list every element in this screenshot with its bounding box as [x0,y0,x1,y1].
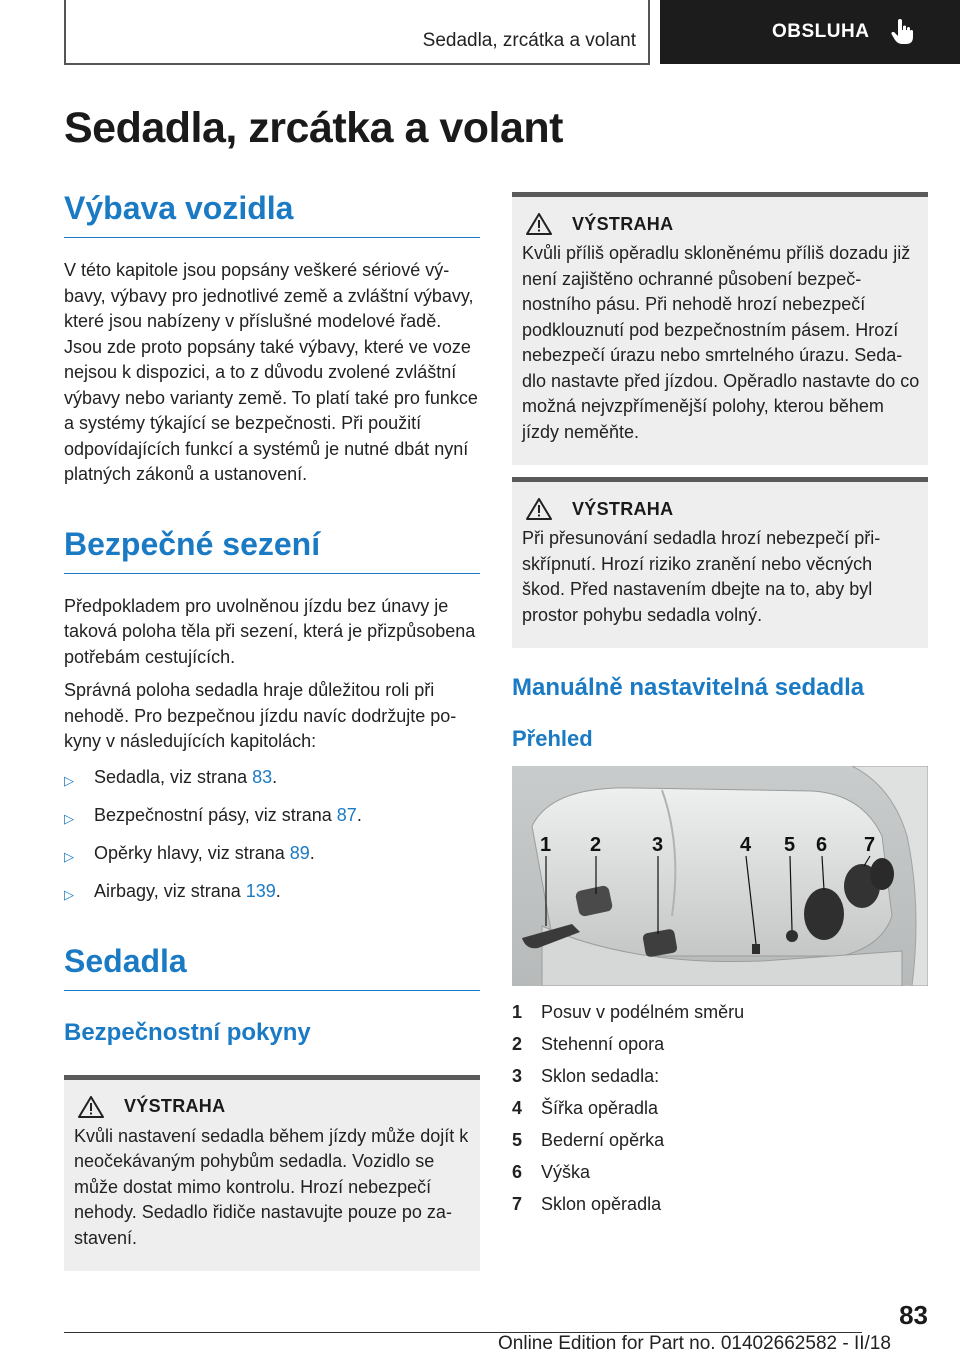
legend-item [512,1060,928,1092]
page-ref-link[interactable]: 83 [252,766,273,787]
heading-manualne-nastavitelna: Manuálně nastavitelná sedadla [512,674,865,701]
legend-item [512,1124,928,1156]
warning-label: VÝSTRAHA [572,498,674,519]
right-column [512,192,928,1220]
list-item-end: . [272,766,278,787]
triangle-bullet-icon: ▷ [64,848,74,864]
list-item-end: . [309,842,315,863]
figure-legend [512,996,928,1220]
list-item-text: Opěrky hlavy, viz strana [94,842,290,863]
page-ref-link[interactable]: 89 [289,842,310,863]
header-rule-left [64,0,66,64]
header-chapter-tab[interactable] [660,0,960,64]
triangle-bullet-icon: ▷ [64,772,74,788]
list-item [64,765,480,793]
seat-controls-figure [512,766,928,986]
heading-prehled: Přehled [512,726,593,751]
callout-6: 6 [816,834,828,856]
triangle-bullet-icon: ▷ [64,886,74,902]
heading-sedadla: Sedadla [64,943,480,991]
legend-number: 1 [512,1002,523,1022]
warning-label: VÝSTRAHA [124,1096,226,1116]
footer-edition: Online Edition for Part no. 01402662582 - II/18 [498,1333,891,1354]
callout-5: 5 [784,834,796,856]
warning-text: Kvůli příliš opěradlu skloněnému příliš dozadu již není zajištěno ochranné působení bezpečnostního pásu. Při nehodě hrozí nebezpečí podklouznutí pod bezpečnostním pásem. Hrozí nebezpečí úrazu nebo smrtelného úrazu. Sedadlo nastavte před jízdou. Opěradlo nastavte do co možná nejvzpřímenější polohy, kterou během jízdy neměňte. [522,243,920,442]
legend-number: 7 [512,1194,523,1214]
warning-box [512,192,928,465]
triangle-bullet-icon: ▷ [64,810,74,826]
page-ref-link[interactable]: 139 [245,880,276,901]
legend-item [512,996,928,1028]
legend-text: Sklon opěradla [541,1194,662,1214]
list-item-end: . [275,880,281,901]
legend-item [512,1028,928,1060]
list-item [64,841,480,869]
warning-triangle-icon [526,498,552,520]
list-item-text: Bezpečnostní pásy, viz strana [94,804,337,825]
legend-text: Sklon sedadla: [541,1066,660,1086]
warning-box [512,477,928,648]
callout-4: 4 [740,834,752,856]
legend-number: 3 [512,1066,523,1086]
page-ref-link[interactable]: 87 [336,804,357,825]
reference-list [64,765,480,907]
legend-item [512,1156,928,1188]
legend-text: Posuv v podélném směru [541,1002,745,1022]
callout-2: 2 [590,834,602,856]
warning-label: VÝSTRAHA [572,213,674,234]
legend-item [512,1188,928,1220]
vybava-paragraph: V této kapitole jsou popsány veškeré sériové výbavy, výbavy pro jednotlivé země a zvláštní výbavy, které jsou nabízeny v příslušné modelové řadě. Jsou zde proto popsány také výbavy, které ve voze nejsou k dispozici, a to z důvodu zvolené zvláštní výbavy nebo varianty země. To platí také pro funkce a systémy týkající se bezpečnosti. Při použití odpovídajících funkcí a systémů je nutné dbát nyní platných zákonů a ustanovení. [64,260,478,484]
header-rule-bottom [64,63,650,65]
warning-text: Kvůli nastavení sedadla během jízdy může dojít k neočekávaným pohybům sedadla. Vozidlo se může dostat mimo kontrolu. Hrozí nebezpečí nehody. Sedadlo řidiče nastavujte pouze po zastavení. [74,1125,469,1248]
left-column [64,190,480,1271]
legend-item [512,1092,928,1124]
heading-bezpecne-sezeni: Bezpečné sezení [64,526,480,574]
list-item-end: . [356,804,362,825]
bezpecne-paragraph-2: Správná poloha sedadla hraje důležitou roli při nehodě. Pro bezpečnou jízdu navíc dodržujte pokyny v následujících kapitolách: [64,680,457,751]
header-rule-middle [648,0,650,64]
list-item-text: Sedadla, viz strana [94,766,253,787]
warning-triangle-icon [78,1096,104,1118]
legend-number: 5 [512,1130,523,1150]
header-chapter-label: OBSLUHA [772,21,870,42]
callout-7: 7 [864,834,876,856]
pointing-hand-icon [891,19,913,45]
heading-bezpecnostni-pokyny: Bezpečnostní pokyny [64,1018,311,1046]
bezpecne-paragraph-1: Předpokladem pro uvolněnou jízdu bez únavy je taková poloha těla při sezení, která je přizpůsobena potřebám cestujících. [64,595,476,667]
legend-text: Bederní opěrka [541,1130,665,1150]
page-title: Sedadla, zrcátka a volant [64,104,563,152]
list-item [64,879,480,907]
warning-triangle-icon [526,213,552,235]
list-item-text: Airbagy, viz strana [94,880,246,901]
list-item [64,803,480,831]
seat-illustration [512,766,928,986]
legend-text: Výška [541,1162,591,1182]
warning-box [64,1075,480,1272]
legend-text: Šířka opěradla [541,1098,659,1118]
callout-1: 1 [540,834,552,856]
callout-3: 3 [652,834,664,856]
legend-number: 4 [512,1098,523,1118]
legend-text: Stehenní opora [541,1034,665,1054]
header-section-title: Sedadla, zrcátka a volant [422,30,636,51]
legend-number: 2 [512,1034,523,1054]
legend-number: 6 [512,1162,523,1182]
warning-text: Při přesunování sedadla hrozí nebezpečí přiskřípnutí. Hrozí riziko zranění nebo věcných škod. Před nastavením dbejte na to, aby byl prostor pohybu sedadla volný. [522,528,881,625]
page-number: 83 [899,1300,928,1330]
heading-vybava-vozidla: Výbava vozidla [64,190,480,238]
